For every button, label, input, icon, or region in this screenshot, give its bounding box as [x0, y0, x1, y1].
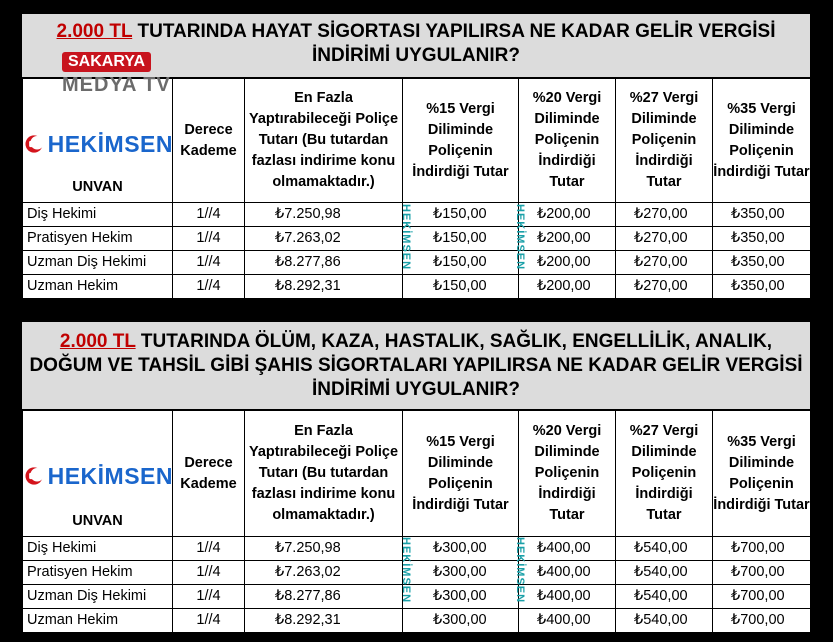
table-header-row	[23, 79, 811, 203]
hekimsen-logo	[23, 459, 173, 493]
cell-derece: 1//4	[173, 251, 245, 275]
header-unvan	[23, 411, 173, 537]
unvan-label: UNVAN	[72, 513, 123, 529]
cell-derece: 1//4	[173, 561, 245, 585]
table-row	[23, 585, 811, 609]
cell-p15: ₺300,00	[403, 585, 519, 609]
cell-p15: ₺150,00	[403, 227, 519, 251]
cell-derece: 1//4	[173, 537, 245, 561]
cell-max: ₺8.292,31	[245, 609, 403, 633]
header-derece: Derece Kademe	[173, 411, 245, 537]
cell-derece: 1//4	[173, 585, 245, 609]
cell-p27: ₺540,00	[616, 537, 713, 561]
header-max: En Fazla Yaptırabileceği Poliçe Tutarı (Bu tutardan fazlası indirime konu olmamaktadır.)	[245, 411, 403, 537]
cell-p20: ₺400,00	[519, 609, 616, 633]
cell-unvan: Uzman Hekim	[23, 609, 173, 633]
table-row	[23, 275, 811, 299]
table-row	[23, 251, 811, 275]
cell-p15: ₺300,00	[403, 537, 519, 561]
header-p35: %35 Vergi Diliminde Poliçenin İndirdiği Tutar	[713, 411, 811, 537]
cell-p27: ₺270,00	[616, 203, 713, 227]
section-title	[22, 322, 810, 410]
header-max: En Fazla Yaptırabileceği Poliçe Tutarı (Bu tutardan fazlası indirime konu olmamaktadır.)	[245, 79, 403, 203]
cell-p20: ₺200,00	[519, 203, 616, 227]
hekimsen-logo	[23, 127, 173, 161]
hekimsen-watermark-vertical: HEKİMSEN	[400, 204, 412, 271]
cell-derece: 1//4	[173, 609, 245, 633]
header-derece: Derece Kademe	[173, 79, 245, 203]
crescent-hand-icon	[23, 127, 48, 161]
cell-p15: ₺150,00	[403, 251, 519, 275]
cell-p27: ₺270,00	[616, 275, 713, 299]
header-p27: %27 Vergi Diliminde Poliçenin İndirdiği Tutar	[616, 79, 713, 203]
cell-p27: ₺540,00	[616, 561, 713, 585]
cell-p35: ₺700,00	[713, 585, 811, 609]
header-p35: %35 Vergi Diliminde Poliçenin İndirdiği Tutar	[713, 79, 811, 203]
cell-max: ₺7.250,98	[245, 537, 403, 561]
cell-p20: ₺400,00	[519, 537, 616, 561]
cell-p15: ₺150,00	[403, 203, 519, 227]
header-p20: %20 Vergi Diliminde Poliçenin İndirdiği Tutar	[519, 79, 616, 203]
logo-text: HEKİMSEN	[47, 130, 173, 157]
cell-p20: ₺200,00	[519, 227, 616, 251]
data-table	[22, 78, 811, 299]
title-text: TUTARINDA HAYAT SİGORTASI YAPILIRSA NE KADAR GELİR VERGİSİ İNDİRİMİ UYGULANIR?	[132, 21, 776, 66]
crescent-hand-icon	[23, 459, 48, 493]
cell-derece: 1//4	[173, 227, 245, 251]
table-row	[23, 227, 811, 251]
cell-unvan: Uzman Diş Hekimi	[23, 585, 173, 609]
cell-unvan: Diş Hekimi	[23, 203, 173, 227]
table-header-row	[23, 411, 811, 537]
table-row	[23, 561, 811, 585]
header-unvan	[23, 79, 173, 203]
cell-p20: ₺400,00	[519, 561, 616, 585]
table-panel-personal-insurance	[22, 322, 810, 632]
cell-p27: ₺270,00	[616, 227, 713, 251]
cell-p35: ₺700,00	[713, 609, 811, 633]
cell-p35: ₺700,00	[713, 537, 811, 561]
cell-unvan: Uzman Diş Hekimi	[23, 251, 173, 275]
cell-p15: ₺300,00	[403, 561, 519, 585]
cell-p15: ₺300,00	[403, 609, 519, 633]
cell-unvan: Pratisyen Hekim	[23, 561, 173, 585]
cell-p15: ₺150,00	[403, 275, 519, 299]
cell-unvan: Pratisyen Hekim	[23, 227, 173, 251]
cell-p20: ₺400,00	[519, 585, 616, 609]
table-panel-life-insurance	[22, 14, 810, 299]
data-table	[22, 410, 811, 633]
watermark-bottom: MEDYA TV	[62, 74, 171, 96]
header-p20: %20 Vergi Diliminde Poliçenin İndirdiği Tutar	[519, 411, 616, 537]
cell-derece: 1//4	[173, 275, 245, 299]
cell-max: ₺8.292,31	[245, 275, 403, 299]
unvan-label: UNVAN	[72, 179, 123, 195]
header-p15: %15 Vergi Diliminde Poliçenin İndirdiği Tutar	[403, 79, 519, 203]
table-row	[23, 609, 811, 633]
table-row	[23, 537, 811, 561]
title-text: TUTARINDA ÖLÜM, KAZA, HASTALIK, SAĞLIK, ENGELLİLİK, ANALIK, DOĞUM VE TAHSİL GİBİ ŞAHIS SİGORTALARI YAPILIRSA NE KADAR GELİR VERGİSİ İNDİRİMİ UYGULANIR?	[29, 331, 803, 400]
header-p27: %27 Vergi Diliminde Poliçenin İndirdiği Tutar	[616, 411, 713, 537]
title-amount: 2.000 TL	[56, 21, 133, 42]
cell-p35: ₺350,00	[713, 227, 811, 251]
cell-p20: ₺200,00	[519, 275, 616, 299]
cell-unvan: Uzman Hekim	[23, 275, 173, 299]
cell-derece: 1//4	[173, 203, 245, 227]
cell-p35: ₺350,00	[713, 203, 811, 227]
cell-p27: ₺540,00	[616, 609, 713, 633]
cell-p27: ₺540,00	[616, 585, 713, 609]
cell-p35: ₺350,00	[713, 251, 811, 275]
cell-p20: ₺200,00	[519, 251, 616, 275]
cell-unvan: Diş Hekimi	[23, 537, 173, 561]
cell-max: ₺8.277,86	[245, 251, 403, 275]
cell-p27: ₺270,00	[616, 251, 713, 275]
header-p15: %15 Vergi Diliminde Poliçenin İndirdiği Tutar	[403, 411, 519, 537]
watermark-top: SAKARYA	[62, 52, 151, 72]
cell-max: ₺7.263,02	[245, 227, 403, 251]
table-row	[23, 203, 811, 227]
hekimsen-watermark-vertical: HEKİMSEN	[514, 204, 526, 271]
title-amount: 2.000 TL	[59, 331, 136, 352]
cell-max: ₺8.277,86	[245, 585, 403, 609]
logo-text: HEKİMSEN	[47, 462, 173, 489]
cell-max: ₺7.263,02	[245, 561, 403, 585]
cell-p35: ₺350,00	[713, 275, 811, 299]
hekimsen-watermark-vertical: HEKİMSEN	[400, 537, 412, 604]
cell-p35: ₺700,00	[713, 561, 811, 585]
cell-max: ₺7.250,98	[245, 203, 403, 227]
hekimsen-watermark-vertical: HEKİMSEN	[514, 537, 526, 604]
